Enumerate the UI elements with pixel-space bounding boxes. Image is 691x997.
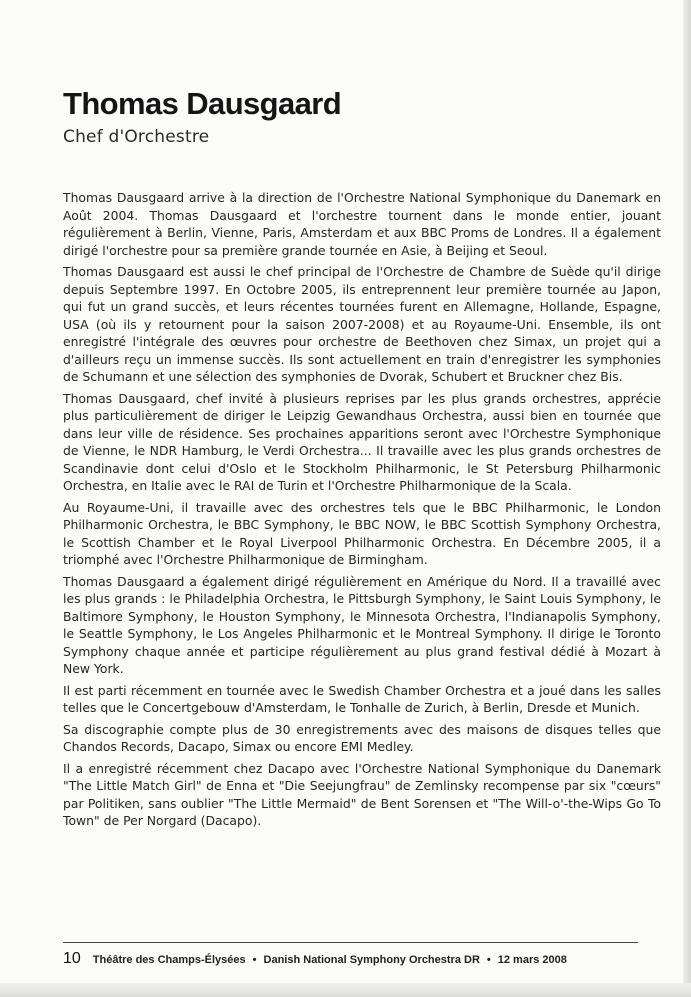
footer-separator: • bbox=[252, 954, 257, 966]
paragraph: Il est parti récemment en tournée avec le Swedish Chamber Orchestra et a joué dans les salles telles que le Concertgebouw d'Amsterdam, le Tonhalle de Zurich, à Berlin, Dresde et Munich. bbox=[63, 682, 661, 715]
page-footer bbox=[63, 950, 643, 968]
paragraph: Il a enregistré récemment chez Dacapo avec l'Orchestre National Symphonique du Danemark "The Little Match Girl" de Enna et "Die Seejungfrau" de Zemlinsky recompense par six "cœurs" par Politiken, sans oublier "The Little Mermaid" de Bent Sorensen et "The Will-o'-the-Wips Go To Town" de Per Norgard (Dacapo). bbox=[63, 760, 661, 828]
footer-date: 12 mars 2008 bbox=[497, 954, 567, 966]
page-subtitle: Chef d'Orchestre bbox=[63, 127, 210, 147]
page-title: Thomas Dausgaard bbox=[63, 86, 342, 121]
paragraph: Sa discographie compte plus de 30 enregistrements avec des maisons de disques telles que Chandos Records, Dacapo, Simax ou encore EMI Medley. bbox=[63, 721, 661, 754]
footer-rule bbox=[63, 942, 638, 943]
page-edge-shadow bbox=[683, 0, 691, 997]
paragraph: Thomas Dausgaard a également dirigé régulièrement en Amérique du Nord. Il a travaillé avec les plus grands : le Philadelphia Orchestra, le Pittsburgh Symphony, le Saint Louis Symphony, le Baltimore Symphony, le Houston Symphony, le Minnesota Orchestra, l'Indianapolis Symphony, le Seattle Symphony, le Los Angeles Philharmonic et le Montreal Symphony. Il dirige le Toronto Symphony chaque année et participe régulièrement au plus grand festival dédié à Mozart à New York. bbox=[63, 573, 661, 676]
paragraph: Thomas Dausgaard arrive à la direction de l'Orchestre National Symphonique du Danemark en Août 2004. Thomas Dausgaard et l'orchestre tournent dans le monde entier, jouant régulièrement à Berlin, Vienne, Paris, Amsterdam et aux BBC Proms de Londres. Il a également dirigé l'orchestre pour sa première grande tournée en Asie, à Beijing et Seoul. bbox=[63, 190, 661, 258]
footer-orchestra: Danish National Symphony Orchestra DR bbox=[263, 954, 480, 966]
footer-venue: Théâtre des Champs-Élysées bbox=[92, 954, 246, 966]
paragraph: Au Royaume-Uni, il travaille avec des orchestres tels que le BBC Philharmonic, le London Philharmonic Orchestra, le BBC Symphony, le BBC NOW, le BBC Scottish Symphony Orchestra, le Scottish Chamber et le Royal Liverpool Philharmonic Orchestra. En Décembre 2005, il a triomphé avec l'Orchestre Philharmonique de Birmingham. bbox=[63, 499, 661, 567]
biography-text bbox=[63, 189, 661, 834]
footer-separator: • bbox=[486, 954, 491, 966]
page-number: 10 bbox=[63, 950, 81, 967]
paragraph: Thomas Dausgaard est aussi le chef principal de l'Orchestre de Chambre de Suède qu'il dirige depuis Septembre 1997. En Octobre 2005, ils entreprennent leur première tournée au Japon, qui fut un grand succès, et leurs récentes tournées furent en Allemagne, Hollande, Espagne, USA (où ils y retournent pour la saison 2007-2008) et au Royaume-Uni. Ensemble, ils ont enregistré l'intégrale des œuvres pour orchestre de Beethoven chez Simax, un projet qui a d'ailleurs reçu un immense succès. Ils sont actuellement en train d'enregistrer les symphonies de Schumann et une sélection des symphonies de Dvorak, Schubert et Bruckner chez Bis. bbox=[63, 264, 661, 384]
page-bottom-shadow bbox=[0, 983, 691, 997]
paragraph: Thomas Dausgaard, chef invité à plusieurs reprises par les plus grands orchestres, apprécie plus particulièrement de diriger le Leipzig Gewandhaus Orchestra, aussi bien en tournée que dans leur ville de résidence. Ses prochaines apparitions seront avec l'Orchestre Symphonique de Vienne, le NDR Hamburg, le Verdi Orchestra... Il travaille avec les plus grands orchestres de Scandinavie dont celui d'Oslo et le Stockholm Philharmonic, le St Petersburg Philharmonic Orchestra, en Italie avec le RAI de Turin et l'Orchestre Philharmonique de la Scala. bbox=[63, 390, 661, 493]
